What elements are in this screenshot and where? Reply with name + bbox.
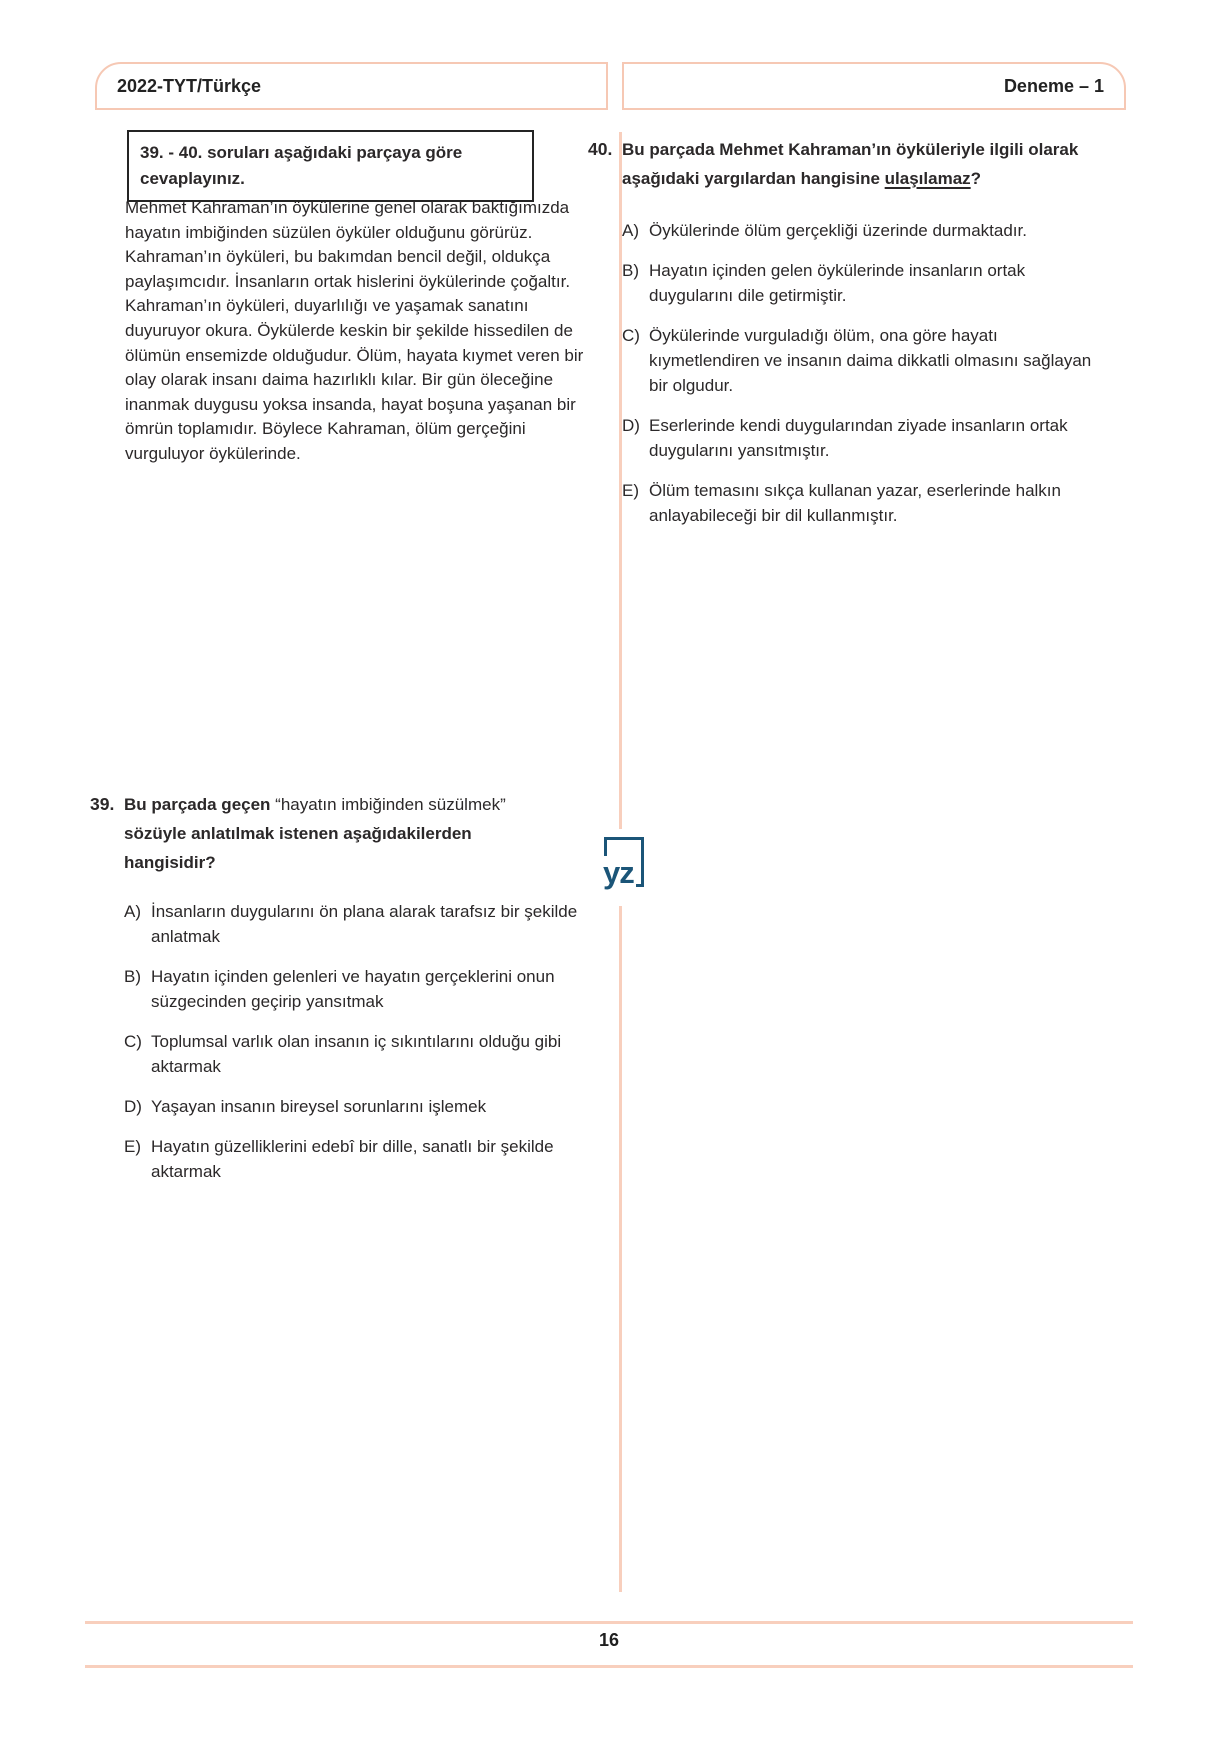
question-39-options xyxy=(124,899,596,1184)
header-exam-label: Deneme – 1 xyxy=(1003,75,1104,96)
option-letter: B) xyxy=(124,967,141,986)
question-40 xyxy=(588,135,1104,528)
column-divider-bottom xyxy=(619,906,622,1592)
option-letter: B) xyxy=(622,261,639,280)
instruction-text: 39. - 40. soruları aşağıdaki parçaya göre cevaplayınız. xyxy=(140,143,463,188)
question-39-option-a xyxy=(124,899,596,949)
option-letter: A) xyxy=(124,902,141,921)
question-40-option-b xyxy=(622,258,1101,308)
option-letter: D) xyxy=(124,1097,142,1116)
footer-rule-top xyxy=(85,1621,1133,1624)
question-39-stem-bold-suffix: sözüyle anlatılmak istenen aşağıdakilerden hangisidir? xyxy=(124,824,472,872)
question-40-stem-underlined: ulaşılamaz xyxy=(884,169,971,188)
question-40-stem-suffix: ? xyxy=(970,169,982,188)
option-letter: E) xyxy=(622,481,639,500)
header-subject-label: 2022-TYT/Türkçe xyxy=(117,75,262,96)
question-40-stem-bold: Bu parçada Mehmet Kahraman’ın öyküleriyle ilgili olarak aşağıdaki yargılardan hangisine xyxy=(622,140,1079,188)
option-letter: E) xyxy=(124,1137,141,1156)
passage-text: Mehmet Kahraman’ın öykülerine genel olarak baktığımızda hayatın imbiğinden süzülen öyküler olduğunu görürüz. Kahraman’ın öyküleri, bu bakımdan bencil değil, oldukça paylaşımcıdır. İnsanların ortak hislerini öykülerinde çoğaltır. Kahraman’ın öyküleri, duyarlılığı ve yaşamak sanatını duyuruyor okura. Öykülerde keskin bir şekilde hissedilen de ölümün ensemizde olduğudur. Ölüm, hayata kıymet veren bir olay olarak insanı daima hazırlıklı kılar. Bir gün öleceğine inanmak duygusu yoksa insanda, hayat boşuna yaşanan bir ömrün toplamıdır. Böylece Kahraman, ölüm gerçeğini vurguluyor öykülerinde. xyxy=(125,198,584,463)
question-39-number: 39. xyxy=(90,794,115,814)
option-letter: D) xyxy=(622,416,640,435)
question-39-option-e xyxy=(124,1134,596,1184)
option-text: Eserlerinde kendi duygularından ziyade insanların ortak duygularını yansıtmıştır. xyxy=(649,416,1068,460)
question-39-option-d xyxy=(124,1094,596,1119)
question-39-stem-bold-prefix: Bu parçada geçen xyxy=(124,795,276,814)
header-exam-box xyxy=(622,62,1126,110)
option-text: Hayatın içinden gelen öykülerinde insanların ortak duygularını dile getirmiştir. xyxy=(649,261,1026,305)
option-text: Yaşayan insanın bireysel sorunlarını işlemek xyxy=(151,1097,487,1116)
option-letter: C) xyxy=(622,326,640,345)
instruction-box xyxy=(127,130,534,202)
yz-publisher-logo xyxy=(604,837,648,895)
page-number: 16 xyxy=(598,1630,620,1650)
question-40-options xyxy=(622,218,1101,528)
header-subject-box xyxy=(95,62,608,110)
option-text: Öykülerinde vurguladığı ölüm, ona göre hayatı kıymetlendiren ve insanın daima dikkatli olmasını sağlayan bir olgudur. xyxy=(649,326,1092,395)
option-text: Öykülerinde ölüm gerçekliği üzerinde durmaktadır. xyxy=(649,221,1027,240)
question-39-stem-quote: “hayatın imbiğinden süzülmek” xyxy=(275,795,506,814)
yz-logo-text: yz xyxy=(603,855,634,890)
option-text: Hayatın güzelliklerini edebî bir dille, sanatlı bir şekilde aktarmak xyxy=(151,1137,554,1181)
question-40-option-e xyxy=(622,478,1101,528)
option-text: İnsanların duygularını ön plana alarak tarafsız bir şekilde anlatmak xyxy=(151,902,578,946)
option-text: Ölüm temasını sıkça kullanan yazar, eserlerinde halkın anlayabileceği bir dil kullanmıştır. xyxy=(649,481,1061,525)
question-40-option-c xyxy=(622,323,1101,398)
option-letter: A) xyxy=(622,221,639,240)
option-text: Toplumsal varlık olan insanın iç sıkıntılarını olduğu gibi aktarmak xyxy=(151,1032,562,1076)
question-39-option-b xyxy=(124,964,596,1014)
question-40-option-d xyxy=(622,413,1101,463)
question-40-number: 40. xyxy=(588,139,613,159)
footer-rule-bottom xyxy=(85,1665,1133,1668)
question-39-option-c xyxy=(124,1029,596,1079)
question-40-stem xyxy=(622,135,1082,193)
option-text: Hayatın içinden gelenleri ve hayatın gerçeklerini onun süzgecinden geçirip yansıtmak xyxy=(151,967,555,1011)
option-letter: C) xyxy=(124,1032,142,1051)
question-39-stem xyxy=(124,790,560,877)
question-39 xyxy=(90,790,602,1184)
question-40-option-a xyxy=(622,218,1101,243)
